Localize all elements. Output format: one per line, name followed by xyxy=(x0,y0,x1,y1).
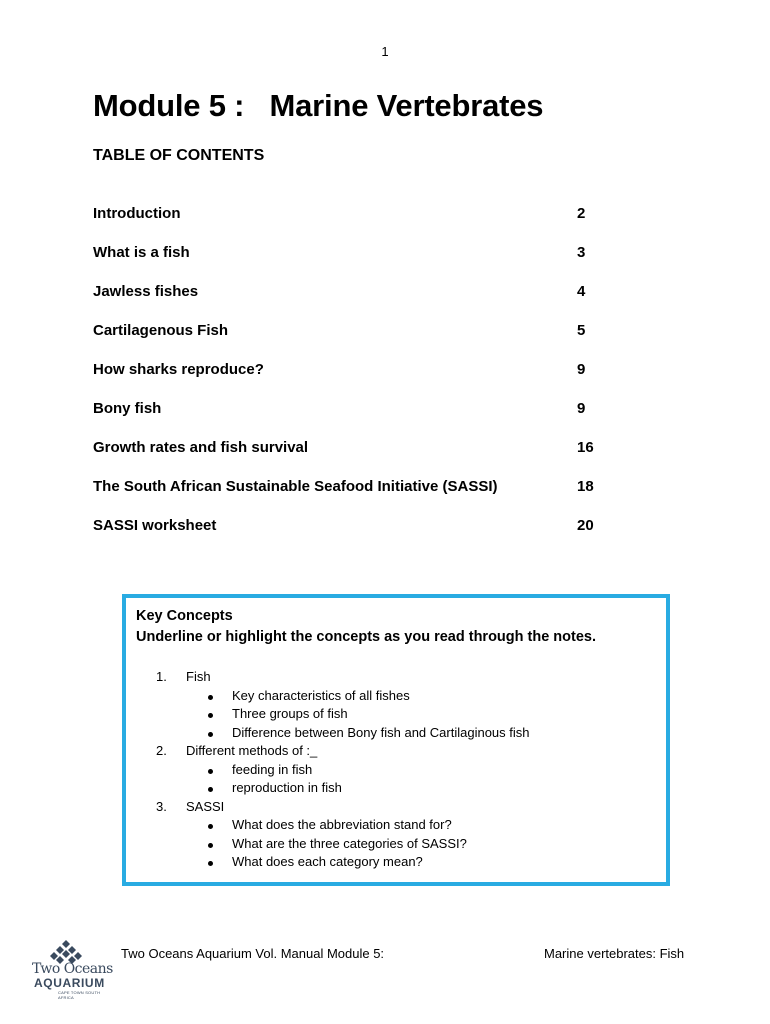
bullet-icon xyxy=(208,843,213,848)
toc-row[interactable] xyxy=(93,439,613,478)
toc-row[interactable] xyxy=(93,517,613,556)
toc-entry-page: 5 xyxy=(577,322,586,339)
concept-bullet xyxy=(156,761,530,780)
concept-bullet-text: What are the three categories of SASSI? xyxy=(232,835,467,851)
key-concepts-title: Key Concepts xyxy=(136,608,233,624)
concept-bullet xyxy=(156,687,530,706)
concept-label: SASSI xyxy=(186,798,225,814)
concept-number: 2. xyxy=(156,743,167,758)
toc-row[interactable] xyxy=(93,283,613,322)
key-concepts-box xyxy=(122,594,670,886)
toc-row[interactable] xyxy=(93,361,613,400)
toc-entry-page: 9 xyxy=(577,400,586,417)
concept-bullet xyxy=(156,816,530,835)
toc-entry-page: 4 xyxy=(577,283,586,300)
bullet-icon xyxy=(208,861,213,866)
concept-bullet-text: What does each category mean? xyxy=(232,854,423,869)
bullet-icon xyxy=(208,713,213,718)
concept-bullet xyxy=(156,779,530,798)
toc-entry-page: 20 xyxy=(577,517,594,534)
logo-line-2: AQUARIUM xyxy=(34,976,105,990)
footer-right: Marine vertebrates: Fish xyxy=(544,946,685,961)
toc-entry-page: 2 xyxy=(577,205,586,222)
concept-bullet-text: Three groups of fish xyxy=(232,706,348,721)
toc-row[interactable] xyxy=(93,205,613,244)
toc-heading: TABLE OF CONTENTS xyxy=(93,147,265,164)
concept-bullet xyxy=(156,835,530,854)
concept-bullet-text: feeding in fish xyxy=(232,761,313,777)
toc-entry-title: The South African Sustainable Seafood Initiative (SASSI) xyxy=(93,478,498,495)
concept-bullet xyxy=(156,724,530,743)
toc-entry-title: SASSI worksheet xyxy=(93,517,217,534)
bullet-icon xyxy=(208,787,213,792)
concept-bullet xyxy=(156,853,530,872)
toc-entry-page: 18 xyxy=(577,478,594,495)
page-title: Module 5 : Marine Vertebrates xyxy=(93,88,544,123)
key-concepts-instruction: Underline or highlight the concepts as you read through the notes. xyxy=(136,629,597,645)
page-number: 1 xyxy=(381,44,389,59)
toc-entry-title: What is a fish xyxy=(93,244,190,261)
logo-line-1: Two Oceans xyxy=(32,961,113,977)
toc-entry-title: Growth rates and fish survival xyxy=(93,439,309,456)
concept-bullet xyxy=(156,705,530,724)
concept-bullet-text: What does the abbreviation stand for? xyxy=(232,817,452,832)
concept-bullet-text: reproduction in fish xyxy=(232,780,342,795)
toc-row[interactable] xyxy=(93,244,613,283)
toc-entry-title: Introduction xyxy=(93,205,181,222)
concept-list xyxy=(156,668,530,872)
bullet-icon xyxy=(208,824,213,829)
concept-item xyxy=(156,668,530,687)
two-oceans-aquarium-logo xyxy=(32,940,114,998)
footer-left: Two Oceans Aquarium Vol. Manual Module 5: xyxy=(121,946,385,961)
toc-entry-title: Jawless fishes xyxy=(93,283,199,300)
concept-label: Fish xyxy=(186,669,211,684)
toc-entry-title: How sharks reproduce? xyxy=(93,361,264,378)
concept-number: 3. xyxy=(156,798,167,814)
toc-entry-title: Cartilagenous Fish xyxy=(93,322,229,339)
bullet-icon xyxy=(208,769,213,774)
concept-item xyxy=(156,742,530,761)
logo-line-3: CAPE TOWN SOUTH AFRICA xyxy=(58,990,101,1000)
toc-entry-page: 3 xyxy=(577,244,586,261)
toc-entry-page: 16 xyxy=(577,439,594,456)
toc-row[interactable] xyxy=(93,400,613,439)
toc-row[interactable] xyxy=(93,322,613,361)
concept-label: Different methods of :_ xyxy=(186,743,318,758)
concept-bullet-text: Key characteristics of all fishes xyxy=(232,687,410,703)
table-of-contents xyxy=(93,205,613,556)
toc-row[interactable] xyxy=(93,478,613,517)
toc-entry-title: Bony fish xyxy=(93,400,162,417)
bullet-icon xyxy=(208,732,213,737)
toc-entry-page: 9 xyxy=(577,361,586,378)
concept-bullet-text: Difference between Bony fish and Cartilaginous fish xyxy=(232,724,530,740)
bullet-icon xyxy=(208,695,213,700)
concept-number: 1. xyxy=(156,669,167,684)
concept-item xyxy=(156,798,530,817)
